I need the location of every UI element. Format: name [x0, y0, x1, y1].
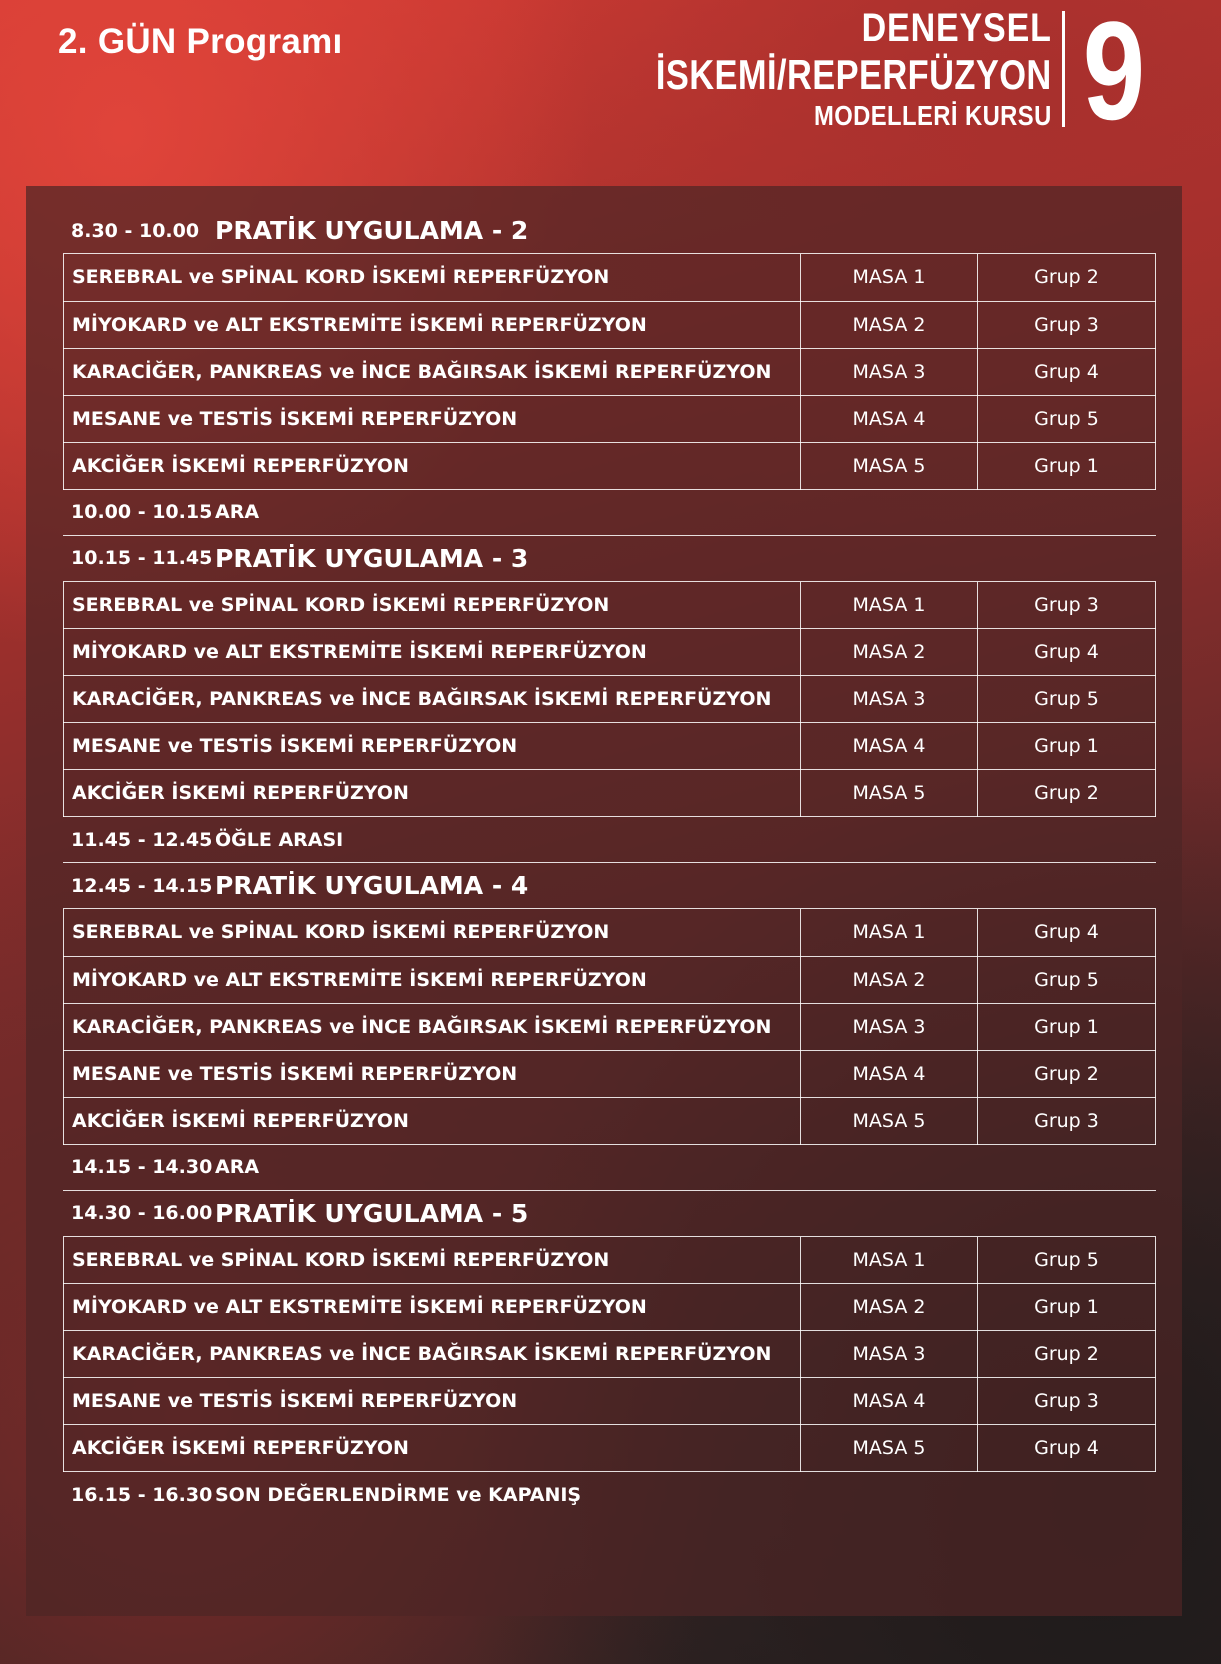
group-number: Grup 2	[978, 1050, 1156, 1097]
table-row	[64, 1097, 1156, 1144]
table-row	[64, 1378, 1156, 1425]
session-header	[63, 208, 1156, 254]
break-row	[63, 490, 1156, 536]
table-row	[64, 770, 1156, 817]
group-number: Grup 3	[978, 1378, 1156, 1425]
station-name: MİYOKARD ve ALT EKSTREMİTE İSKEMİ REPERFÜZYON	[64, 629, 801, 676]
table-number: MASA 5	[801, 442, 978, 489]
table-row	[64, 629, 1156, 676]
table-row	[64, 1284, 1156, 1331]
session-header	[63, 1191, 1156, 1237]
group-number: Grup 1	[978, 442, 1156, 489]
break-row	[63, 817, 1156, 863]
session-header	[63, 863, 1156, 909]
course-logo	[569, 0, 1153, 149]
station-name: SEREBRAL ve SPİNAL KORD İSKEMİ REPERFÜZYON	[64, 582, 801, 629]
table-number: MASA 3	[801, 1331, 978, 1378]
session-table	[63, 254, 1156, 490]
station-name: MESANE ve TESTİS İSKEMİ REPERFÜZYON	[64, 723, 801, 770]
group-number: Grup 4	[978, 348, 1156, 395]
logo-line-1: DENEYSEL	[862, 5, 1053, 50]
table-number: MASA 4	[801, 395, 978, 442]
table-number: MASA 1	[801, 582, 978, 629]
table-number: MASA 1	[801, 254, 978, 301]
group-number: Grup 1	[978, 723, 1156, 770]
table-number: MASA 4	[801, 723, 978, 770]
station-name: KARACİĞER, PANKREAS ve İNCE BAĞIRSAK İSKEMİ REPERFÜZYON	[64, 1003, 801, 1050]
session-table	[63, 1237, 1156, 1473]
station-name: KARACİĞER, PANKREAS ve İNCE BAĞIRSAK İSKEMİ REPERFÜZYON	[64, 676, 801, 723]
group-number: Grup 2	[978, 1331, 1156, 1378]
station-name: MİYOKARD ve ALT EKSTREMİTE İSKEMİ REPERFÜZYON	[64, 1284, 801, 1331]
table-number: MASA 4	[801, 1378, 978, 1425]
station-name: MİYOKARD ve ALT EKSTREMİTE İSKEMİ REPERFÜZYON	[64, 301, 801, 348]
break-row	[63, 1145, 1156, 1191]
break-time: 10.00 - 10.15	[71, 501, 213, 523]
station-name: KARACİĞER, PANKREAS ve İNCE BAĞIRSAK İSKEMİ REPERFÜZYON	[64, 348, 801, 395]
group-number: Grup 4	[978, 909, 1156, 956]
station-name: AKCİĞER İSKEMİ REPERFÜZYON	[64, 442, 801, 489]
table-number: MASA 2	[801, 629, 978, 676]
table-row	[64, 1425, 1156, 1472]
group-number: Grup 4	[978, 1425, 1156, 1472]
station-name: MİYOKARD ve ALT EKSTREMİTE İSKEMİ REPERFÜZYON	[64, 956, 801, 1003]
table-number: MASA 1	[801, 909, 978, 956]
page-title: 2. GÜN Programı	[58, 22, 343, 61]
table-number: MASA 3	[801, 1003, 978, 1050]
logo-divider	[1062, 11, 1065, 127]
table-number: MASA 2	[801, 1284, 978, 1331]
table-row	[64, 582, 1156, 629]
table-row	[64, 348, 1156, 395]
group-number: Grup 5	[978, 956, 1156, 1003]
logo-line-3: MODELLERİ KURSU	[814, 99, 1053, 131]
table-number: MASA 1	[801, 1237, 978, 1284]
table-number: MASA 2	[801, 956, 978, 1003]
break-label: ARA	[215, 501, 260, 523]
table-row	[64, 909, 1156, 956]
table-row	[64, 676, 1156, 723]
program-list	[63, 208, 1156, 1518]
station-name: AKCİĞER İSKEMİ REPERFÜZYON	[64, 1097, 801, 1144]
table-row	[64, 1331, 1156, 1378]
break-label: ÖĞLE ARASI	[215, 828, 344, 851]
session-table	[63, 909, 1156, 1145]
program-panel	[26, 186, 1182, 1616]
break-time: 16.15 - 16.30	[71, 1484, 213, 1506]
group-number: Grup 2	[978, 770, 1156, 817]
session-header	[63, 536, 1156, 582]
station-name: MESANE ve TESTİS İSKEMİ REPERFÜZYON	[64, 1378, 801, 1425]
break-time: 11.45 - 12.45	[71, 828, 213, 851]
station-name: AKCİĞER İSKEMİ REPERFÜZYON	[64, 1425, 801, 1472]
table-row	[64, 1237, 1156, 1284]
station-name: SEREBRAL ve SPİNAL KORD İSKEMİ REPERFÜZYON	[64, 909, 801, 956]
station-name: SEREBRAL ve SPİNAL KORD İSKEMİ REPERFÜZYON	[64, 1237, 801, 1284]
break-label: SON DEĞERLENDİRME ve KAPANIŞ	[215, 1484, 582, 1506]
session-title: PRATİK UYGULAMA - 4	[215, 871, 529, 900]
station-name: AKCİĞER İSKEMİ REPERFÜZYON	[64, 770, 801, 817]
table-row	[64, 956, 1156, 1003]
table-row	[64, 442, 1156, 489]
table-row	[64, 301, 1156, 348]
table-number: MASA 3	[801, 348, 978, 395]
session-title: PRATİK UYGULAMA - 2	[215, 216, 529, 245]
session-time: 10.15 - 11.45	[71, 547, 213, 569]
group-number: Grup 1	[978, 1284, 1156, 1331]
logo-text	[569, 5, 1053, 131]
table-row	[64, 723, 1156, 770]
station-name: MESANE ve TESTİS İSKEMİ REPERFÜZYON	[64, 1050, 801, 1097]
station-name: MESANE ve TESTİS İSKEMİ REPERFÜZYON	[64, 395, 801, 442]
group-number: Grup 4	[978, 629, 1156, 676]
logo-number: 9	[1082, 0, 1146, 149]
station-name: SEREBRAL ve SPİNAL KORD İSKEMİ REPERFÜZYON	[64, 254, 801, 301]
session-time: 12.45 - 14.15	[71, 874, 213, 897]
station-name: KARACİĞER, PANKREAS ve İNCE BAĞIRSAK İSKEMİ REPERFÜZYON	[64, 1331, 801, 1378]
session-time: 8.30 - 10.00	[71, 219, 200, 242]
group-number: Grup 5	[978, 676, 1156, 723]
table-number: MASA 2	[801, 301, 978, 348]
group-number: Grup 2	[978, 254, 1156, 301]
table-number: MASA 5	[801, 1097, 978, 1144]
session-table	[63, 582, 1156, 818]
table-row	[64, 1050, 1156, 1097]
table-row	[64, 395, 1156, 442]
group-number: Grup 1	[978, 1003, 1156, 1050]
table-number: MASA 5	[801, 1425, 978, 1472]
group-number: Grup 3	[978, 582, 1156, 629]
break-label: ARA	[215, 1156, 260, 1178]
session-time: 14.30 - 16.00	[71, 1202, 213, 1224]
session-title: PRATİK UYGULAMA - 5	[215, 1198, 529, 1228]
table-number: MASA 4	[801, 1050, 978, 1097]
group-number: Grup 5	[978, 1237, 1156, 1284]
group-number: Grup 5	[978, 395, 1156, 442]
group-number: Grup 3	[978, 301, 1156, 348]
break-row	[63, 1472, 1156, 1518]
group-number: Grup 3	[978, 1097, 1156, 1144]
table-row	[64, 254, 1156, 301]
session-title: PRATİK UYGULAMA - 3	[215, 543, 529, 573]
table-number: MASA 3	[801, 676, 978, 723]
logo-line-2: İSKEMİ/REPERFÜZYON	[656, 50, 1053, 98]
break-time: 14.15 - 14.30	[71, 1156, 213, 1178]
table-row	[64, 1003, 1156, 1050]
table-number: MASA 5	[801, 770, 978, 817]
